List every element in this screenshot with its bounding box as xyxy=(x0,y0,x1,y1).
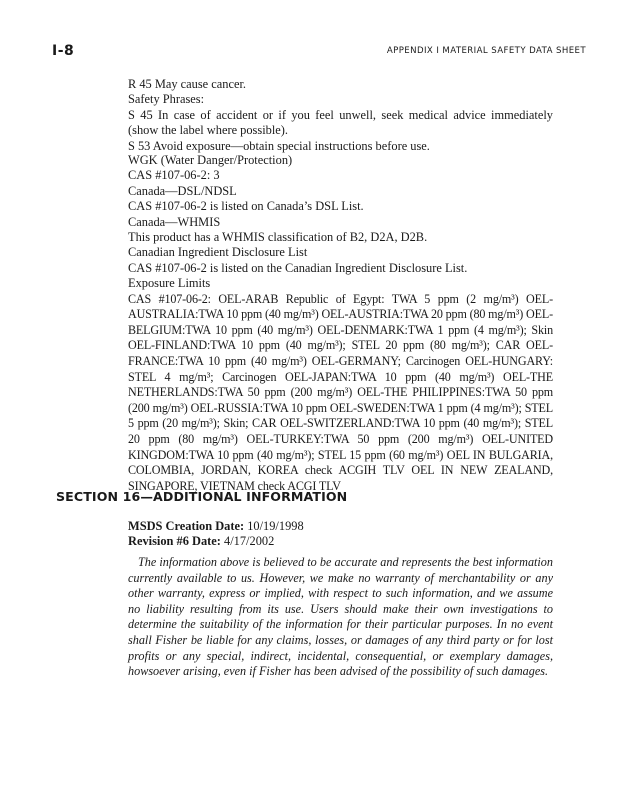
canada-whmis-heading: Canada—WHMIS xyxy=(128,214,221,229)
exposure-limits-text: CAS #107-06-2: OEL-ARAB Republic of Egypt: TWA 5 ppm (2 mg/m³) OEL-AUSTRALIA:TWA 10 ppm (40 mg/m³) OEL-AUSTRIA:TWA 20 ppm (80 mg/m³) OEL-BELGIUM:TWA 10 ppm (40 mg/m³) OEL-DENMARK:TWA 1 ppm (4 mg/m³); Skin OEL-FINLAND:TWA 10 ppm (40 mg/m³); STEL 20 ppm (80 mg/m³); CAR OEL-FRANCE:TWA 10 ppm (40 mg/m³) OEL-GERMANY; Carcinogen OEL-HUNGARY: STEL 4 mg/m³; Carcinogen OEL-JAPAN:TWA 10 ppm (40 mg/m³) OEL-THE NETHERLANDS:TWA 50 ppm (200 mg/m³) OEL-THE PHILIPPINES:TWA 50 ppm (200 mg/m³) OEL-RUSSIA:TWA 10 ppm OEL-SWEDEN:TWA 1 ppm (4 mg/m³); STEL 5 ppm (20 mg/m³); Skin; CAR OEL-SWITZERLAND:TWA 10 ppm (40 mg/m³); STEL 20 ppm (80 mg/m³) OEL-TURKEY:TWA 50 ppm (200 mg/m³) OEL-UNITED KINGDOM:TWA 10 ppm (40 mg/m³); STEL 15 ppm (60 mg/m³) OEL IN BULGARIA, COLOMBIA, JORDAN, KOREA check ACGIH TLV OEL IN NEW ZEALAND, SINGAPORE, VIETNAM check ACGI TLV xyxy=(128,291,553,493)
canada-dsl-value: CAS #107-06-2 is listed on Canada’s DSL List. xyxy=(128,199,364,214)
page-number: I-8 xyxy=(52,43,75,59)
risk-phrase-r45: R 45 May cause cancer. xyxy=(128,77,247,91)
creation-date-row xyxy=(128,519,304,534)
canada-whmis-value: This product has a WHMIS classification of B2, D2A, D2B. xyxy=(128,230,428,245)
canada-dsl-heading: Canada—DSL/NDSL xyxy=(128,183,237,198)
regulatory-information xyxy=(128,153,553,494)
running-head: APPENDIX I MATERIAL SAFETY DATA SHEET xyxy=(386,46,586,56)
revision-date-row xyxy=(128,534,304,549)
safety-phrases-heading: Safety Phrases: xyxy=(128,92,205,107)
safety-phrase-s45: S 45 In case of accident or if you feel unwell, seek medical advice immediately (show the label where possible). xyxy=(128,107,553,138)
safety-phrase-s53: S 53 Avoid exposure—obtain special instructions before use. xyxy=(128,138,430,153)
creation-date-value: 10/19/1998 xyxy=(247,519,304,533)
creation-date-label: MSDS Creation Date: xyxy=(128,519,245,533)
wgk-heading: WGK (Water Danger/Protection) xyxy=(128,153,293,167)
ingredient-disclosure-value: CAS #107-06-2 is listed on the Canadian Ingredient Disclosure List. xyxy=(128,260,468,275)
wgk-value: CAS #107-06-2: 3 xyxy=(128,168,220,183)
page-header xyxy=(52,44,586,60)
section-16-title: SECTION 16—ADDITIONAL INFORMATION xyxy=(56,489,348,504)
disclaimer-paragraph: The information above is believed to be accurate and represents the best information currently available to us. However, we make no warranty of merchantability or any other warranty, express or implied, with respect to such information, and we assume no liability resulting from its use. Users should make their own investigations to determine the suitability of the information for their particular purposes. In no event shall Fisher be liable for any claims, losses, or damages of any third party or for lost profits or any special, indirect, incidental, consequential, or exemplary damages, howsoever arising, even if Fisher has been advised of the possibility of such damages. xyxy=(128,555,553,679)
revision-date-label: Revision #6 Date: xyxy=(128,534,221,549)
revision-date-value: 4/17/2002 xyxy=(224,534,275,549)
ingredient-disclosure-heading: Canadian Ingredient Disclosure List xyxy=(128,245,308,260)
risk-safety-phrases xyxy=(128,77,553,154)
exposure-limits-heading: Exposure Limits xyxy=(128,276,211,291)
msds-dates xyxy=(128,519,304,550)
